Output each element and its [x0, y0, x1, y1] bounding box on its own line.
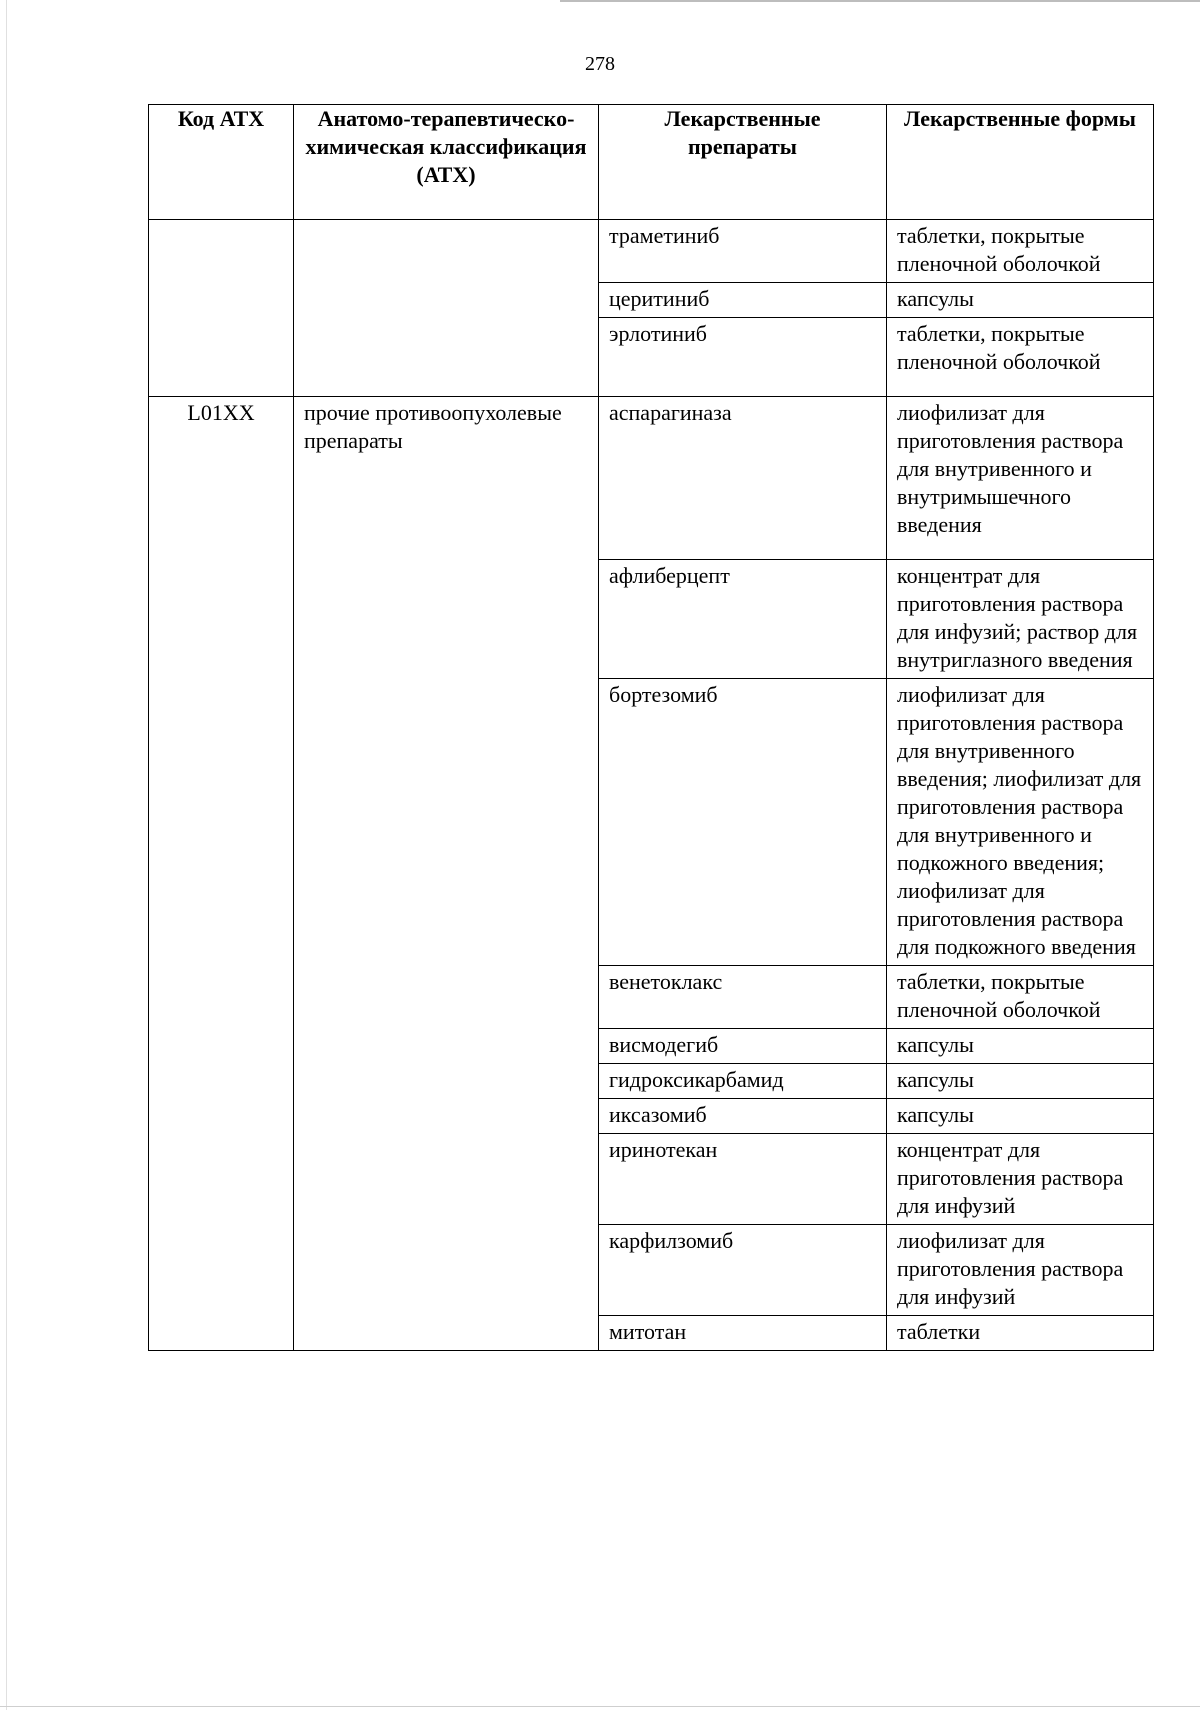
- drug-cell: венетоклакс: [599, 966, 887, 1029]
- classification-cell-continued: [294, 220, 599, 397]
- drug-cell: церитиниб: [599, 283, 887, 318]
- form-cell: таблетки, покрытые пленочной оболочкой: [887, 966, 1154, 1029]
- form-cell: капсулы: [887, 1029, 1154, 1064]
- header-forms: Лекарственные формы: [887, 105, 1154, 220]
- scan-edge-left: [6, 0, 7, 1710]
- header-drugs: Лекарственные препараты: [599, 105, 887, 220]
- form-cell: капсулы: [887, 1099, 1154, 1134]
- form-cell: лиофилизат для приготовления раствора для внутривенного и внутримышечного введения: [887, 397, 1154, 560]
- header-code: Код АТХ: [149, 105, 294, 220]
- atc-classification: прочие противоопухолевые препараты: [294, 397, 599, 1351]
- drug-cell: висмодегиб: [599, 1029, 887, 1064]
- drug-cell: афлиберцепт: [599, 560, 887, 679]
- form-cell: лиофилизат для приготовления раствора для инфузий: [887, 1225, 1154, 1316]
- drug-cell: эрлотиниб: [599, 318, 887, 397]
- form-cell: таблетки: [887, 1316, 1154, 1351]
- drug-cell: иксазомиб: [599, 1099, 887, 1134]
- drug-cell: бортезомиб: [599, 679, 887, 966]
- drug-cell: иринотекан: [599, 1134, 887, 1225]
- page-number: 278: [585, 53, 615, 75]
- table-header-row: [149, 105, 1154, 220]
- form-cell: капсулы: [887, 1064, 1154, 1099]
- code-cell-continued: [149, 220, 294, 397]
- drug-cell: карфилзомиб: [599, 1225, 887, 1316]
- table-row: [149, 397, 1154, 560]
- form-cell: концентрат для приготовления раствора для инфузий: [887, 1134, 1154, 1225]
- table-row: [149, 220, 1154, 283]
- drug-cell: траметиниб: [599, 220, 887, 283]
- drug-cell: митотан: [599, 1316, 887, 1351]
- form-cell: лиофилизат для приготовления раствора для внутривенного введения; лиофилизат для приготовления раствора для внутривенного и подкожного введения; лиофилизат для приготовления раствора для подкожного введения: [887, 679, 1154, 966]
- scan-edge-bottom: [0, 1706, 1200, 1707]
- form-cell: концентрат для приготовления раствора для инфузий; раствор для внутриглазного введения: [887, 560, 1154, 679]
- header-classification: Анатомо-терапевтическо-химическая классификация (АТХ): [294, 105, 599, 220]
- form-cell: капсулы: [887, 283, 1154, 318]
- drug-table: [148, 104, 1154, 1351]
- scan-edge-top: [560, 0, 1200, 2]
- drug-cell: аспарагиназа: [599, 397, 887, 560]
- drug-cell: гидроксикарбамид: [599, 1064, 887, 1099]
- form-cell: таблетки, покрытые пленочной оболочкой: [887, 220, 1154, 283]
- atc-code: L01XX: [149, 397, 294, 1351]
- form-cell: таблетки, покрытые пленочной оболочкой: [887, 318, 1154, 397]
